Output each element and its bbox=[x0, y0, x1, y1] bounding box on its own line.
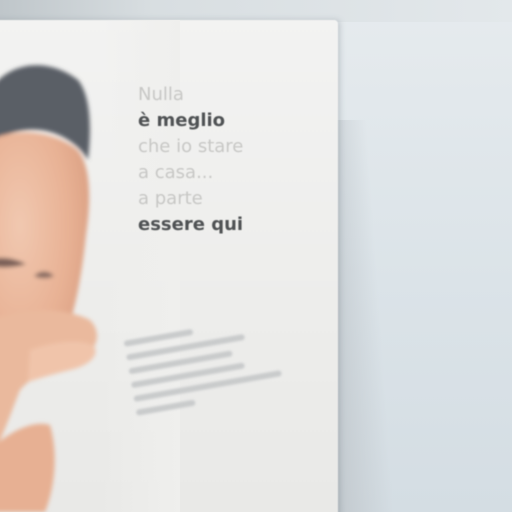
headline-line-4: a casa... bbox=[138, 162, 214, 183]
top-edge-strip bbox=[0, 0, 512, 22]
headline-line-3: che io stare bbox=[138, 136, 244, 157]
headline-line-1: Nulla bbox=[138, 84, 184, 105]
headline-line-6: essere qui bbox=[138, 214, 244, 235]
headline-line-2: è meglio bbox=[138, 110, 226, 131]
arm-shape bbox=[0, 424, 55, 512]
headline-line-5: a parte bbox=[138, 188, 203, 209]
poster-headline bbox=[138, 82, 318, 238]
